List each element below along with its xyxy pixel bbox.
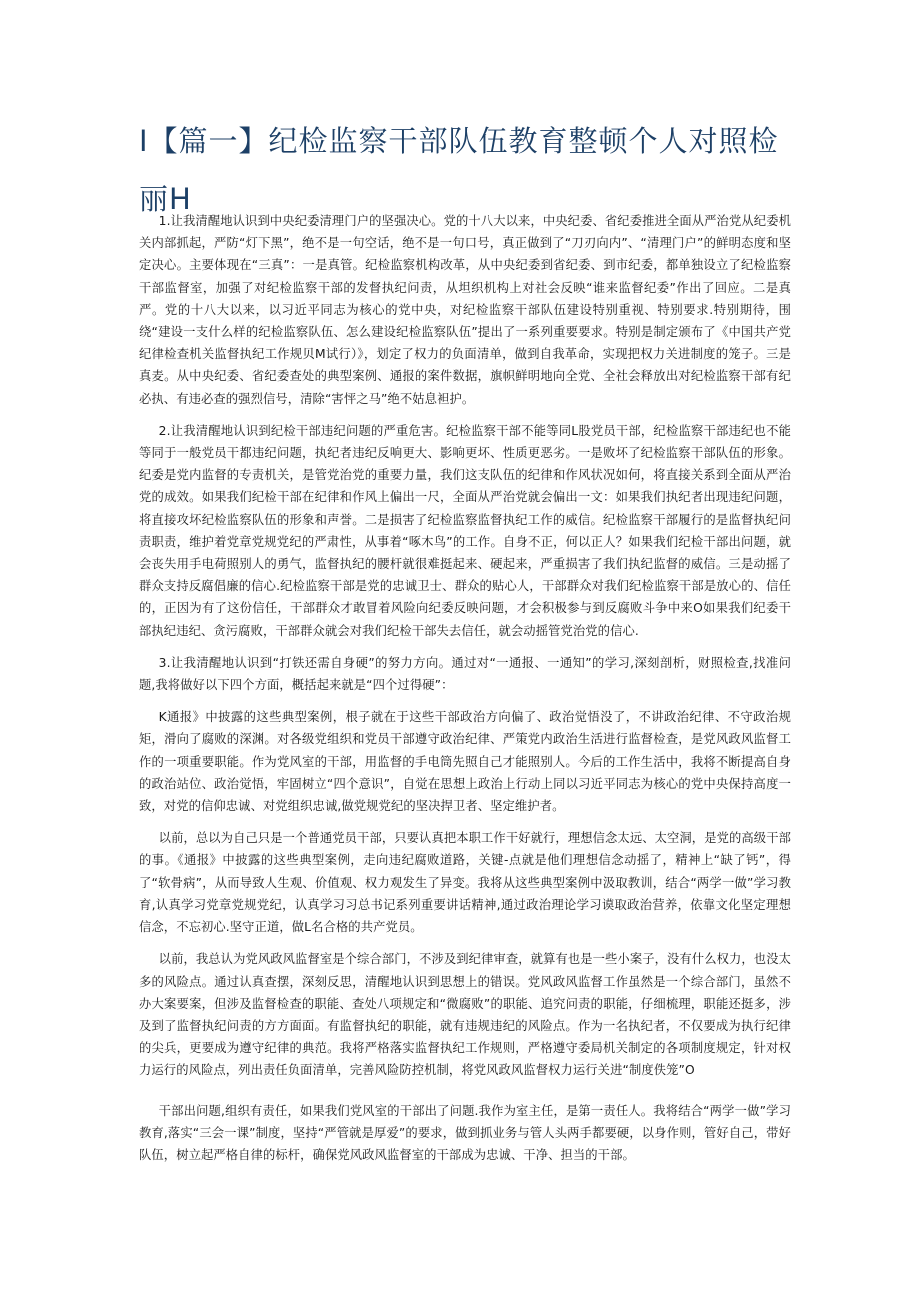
document-body: [139, 210, 791, 1176]
paragraph-1: 1.让我清醒地认识到中央纪委清理门户的坚强决心。党的十八大以来，中央纪委、省纪委推进全面从严治党从纪委机关内部抓起，严防“灯下黑”，绝不是一句空话，绝不是一句口号，真正做到了“刀刃向内”、“清理门户”的鲜明态度和坚定决心。主要体现在“三真”：一是真管。纪检监察机构改革，从中央纪委到省纪委、到市纪委，都单独设立了纪检监察干部监督室，加强了对纪检监察干部的发督执纪问责，从坦织机构上对社会反映“谁来监督纪委”作出了回应。二是真严。党的十八大以来，以习近平同志为核心的党中央，对纪检监察干部队伍建设特别重视、特别要求.特别期待，围绕“建设一支什么样的纪检监察队伍、怎么建设纪检监察队伍”提出了一系列重要要求。特别是制定颁布了《中国共产党纪律检查机关监督执纪工作规贝M试行）》，划定了权力的负面清单，做到自我革命，实现把权力关进制度的笼子。三是真麦。从中央纪委、省纪委查处的典型案例、通报的案件数据，旗帜鲜明地向全党、全社会释放出对纪检监察干部有纪必执、有违必查的强烈信号，清除“害怦之马”绝不姑息袒护。: [139, 214, 791, 406]
paragraph-4: K通报》中披露的这些典型案例，根子就在于这些干部政治方向偏了、政治觉悟没了，不讲政治纪律、不守政治规矩，滑向了腐败的深渊。对各级党组织和党员干部遵守政治纪律、严策党内政治生活进行监督检查，是党风政风监督工作的一项重要职能。作为党风室的干部，用监督的手电筒先照自己才能照别人。今后的工作生活中，我将不断提高自身的政治站位、政治觉悟，牢固树立“四个意识”，自觉在思想上政治上行动上同以习近平同志为核心的党中央保持高度一致，对党的信仰忠诚、对党组织忠诚,做党规党纪的坚决捍卫者、坚定维护者。: [139, 710, 791, 814]
document-title: I【篇一】纪检监察干部队伍教育整顿个人对照检丽H: [139, 124, 779, 216]
paragraph-7: 干部出问题,组织有责任，如果我们党风室的干部出了问题.我作为室主任，是第一责任人。我将结合“两学一做”学习教育,落实“三会一课”制度，坚持“严管就是厚爱”的要求，做到抓业务与管人头两手都要硬，以身作则，管好自己，带好队伍，树立起严格自律的标杆，确保党风政风监督室的干部成为忠诚、干净、担当的干部。: [139, 1103, 791, 1162]
paragraph-3: 3.让我清醒地认识到“打铁还需自身硬”的努力方向。通过对“一通报、一通知”的学习,深刻剖析，财照检查,找准问题,我将做好以下四个方面，概括起来就是“四个过得硬”：: [139, 655, 791, 693]
paragraph-6: 以前，我总认为党风政风监督室是个综合部门，不涉及到纪律审查，就算有也是一些小案子，没有什么权力，也没太多的风险点。通过认真查摆，深刻反思，清醒地认识到思想上的错误。党风政风监督工作虽然是一个综合部门，虽然不办大案要案，但涉及监督检查的职能、查处八项规定和“微腐败”的职能、追究问责的职能，仔细梳理，职能还挺多，涉及到了监督执纪问责的方方面面。有监督执纪的职能，就有违规违纪的风险点。作为一名执纪者，不仅要成为执行纪律的尖兵，更要成为遵守纪律的典范。我将严格落实监督执纪工作规则，严格遵守委局机关制定的各项制度规定，针对权力运行的风险点，列出责任负面清单，完善风险防控机制，将党风政风监督权力运行关进“制度佚笼”O: [139, 952, 791, 1078]
paragraph-5: 以前，总以为自己只是一个普通党员干部，只要认真把本职工作干好就行，理想信念太远、太空洞，是党的高级干部的事。《通报》中披露的这些典型案例，走向违纪腐败道路，关键-点就是他们理想信念动摇了，精神上“缺了钙”，得了“软骨病”，从而导致人生观、价值观、权力观发生了异变。我将从这些典型案例中汲取教训，结合“两学一做”学习教育,认真学习党章党规党纪，认真学习习总书记系列重要讲话精神,通过政治理论学习谟取政治营养，依靠文化坚定理想信念，不忘初心.坚守正道，做L名合格的共产党员。: [139, 831, 791, 935]
paragraph-2: 2.让我清醒地认识到纪检干部违纪问题的严重危害。纪检监察干部不能等同L股党员干部，纪检监察干部违纪也不能等同于一般党员干都违纪问题，执纪者违纪反响更大、影响更坏、性质更恶劣。一是败坏了纪检监察干部队伍的形象。纪委是党内监督的专责机关，是管党治党的重要力量，我们这支队伍的纪律和作风状况如何，将直接关系到全面从严治党的成效。如果我们纪检干部在纪律和作风上偏出一尺，全面从严治党就会偏出一文：如果我们执纪者出现违纪问题，将直接攻坏纪检监察队伍的形象和声誉。二是损害了纪检监察监督执纪工作的威信。纪检监察干部履行的是监督执纪问责职责，维护着党章党规党纪的严肃性，从事着“啄木鸟”的工作。自身不正，何以正人？如果我们纪检干部出问题，就会丧失用手电荷照别人的勇气，监督执纪的腰杆就很难挺起来、硬起来，严重损害了我们执纪监督的威信。三是动摇了群众支持反腐倡廉的信心.纪检监察干部是党的忠诚卫士、群众的贴心人，干部群众对我们纪检监察干部是放心的、信任的，正因为有了这份信任，干部群众才敢冒着风险向纪委反映问题，才会积极参与到反腐败斗争中来O如果我们纪委干部执纪违纪、贪污腐败，干部群众就会对我们纪检干部失去信任，就会动摇管党治党的信心.: [139, 423, 791, 638]
